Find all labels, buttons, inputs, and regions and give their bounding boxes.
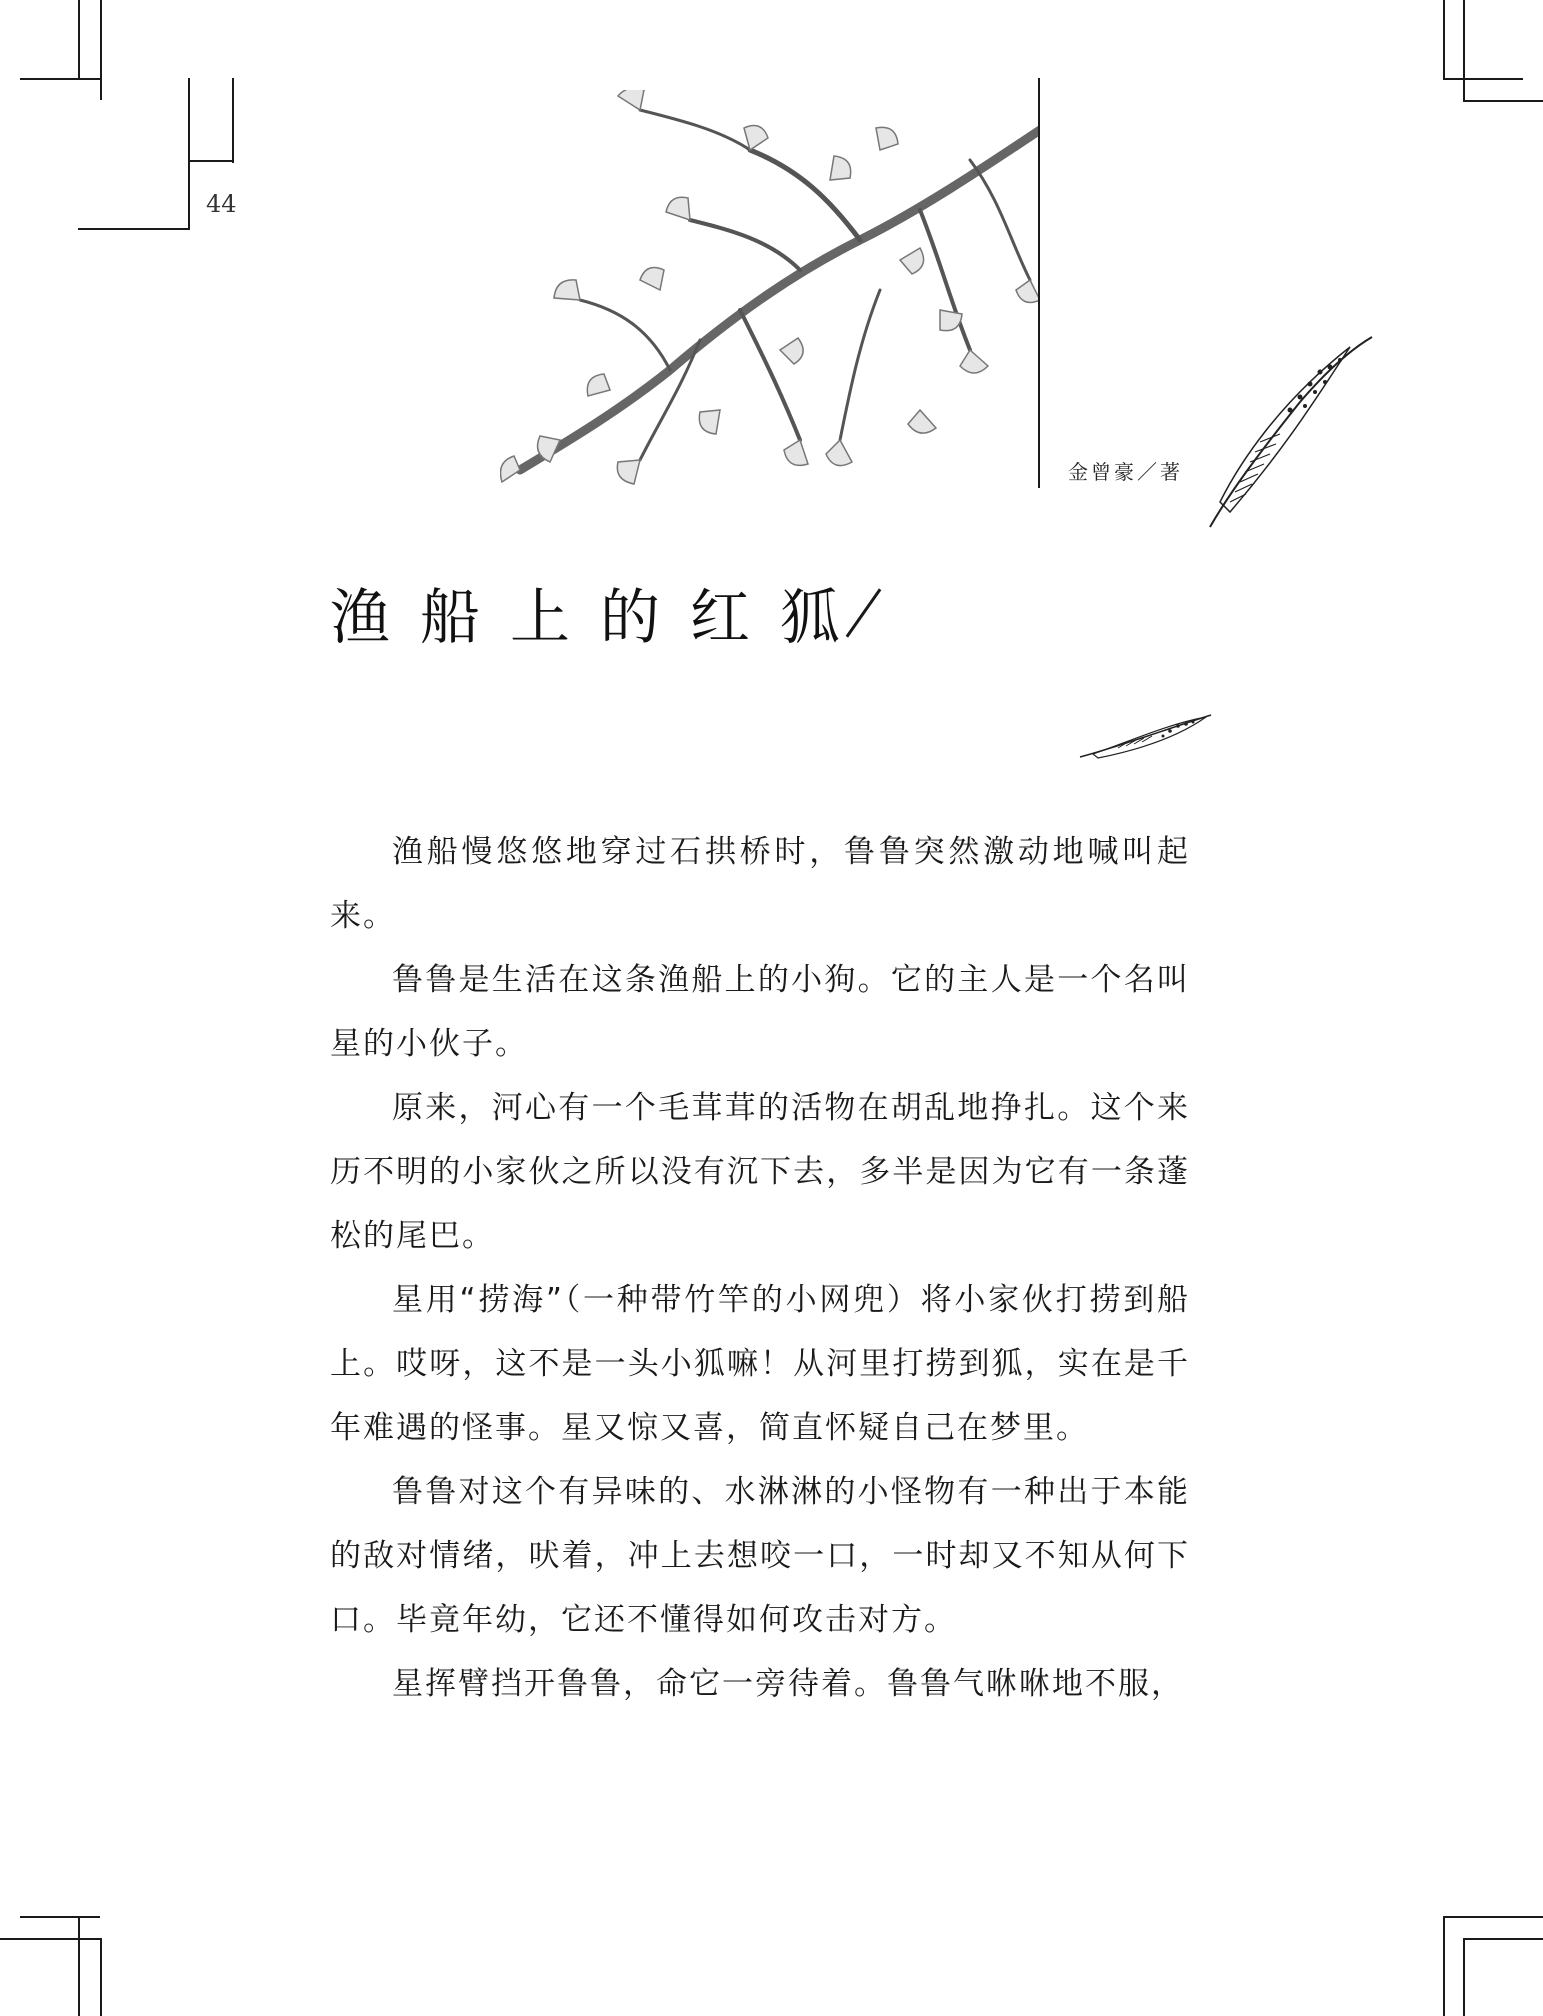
crop-mark <box>78 228 188 230</box>
crop-mark <box>78 0 80 78</box>
author-byline: 金曾豪／著 <box>1068 460 1183 484</box>
crop-mark <box>1463 1938 1465 2016</box>
crop-mark <box>1463 100 1543 102</box>
crop-mark <box>0 1938 100 1940</box>
crop-mark <box>1443 78 1523 80</box>
crop-mark <box>1443 1916 1543 1918</box>
article-title <box>330 570 870 656</box>
paragraph: 渔船慢悠悠地穿过石拱桥时，鲁鲁突然激动地喊叫起来。 <box>330 834 1190 934</box>
paragraph: 星挥臂挡开鲁鲁，命它一旁待着。鲁鲁气咻咻地不服， <box>392 1666 1184 1702</box>
ginkgo-branch-illustration <box>500 90 1040 510</box>
crop-mark <box>78 1916 80 2016</box>
crop-mark <box>20 78 100 80</box>
paragraph: 鲁鲁对这个有异味的、水淋淋的小怪物有一种出于本能的敌对情绪，吠着，冲上去想咬一口，一时却又不知从何下口。毕竟年幼，它还不懂得如何攻击对方。 <box>330 1474 1190 1638</box>
feather-small-icon <box>1078 712 1213 762</box>
article-title-text: 渔船上的红狐 <box>330 583 870 653</box>
paragraph: 星用“捞海”（一种带竹竿的小网兜）将小家伙打捞到船上。哎呀，这不是一头小狐嘛！从河里打捞到狐，实在是千年难遇的怪事。星又惊又喜，简直怀疑自己在梦里。 <box>330 1282 1190 1446</box>
crop-mark <box>1463 1938 1543 1940</box>
crop-mark <box>188 160 234 162</box>
crop-mark <box>1443 1916 1445 2016</box>
paragraph: 鲁鲁是生活在这条渔船上的小狗。它的主人是一个名叫星的小伙子。 <box>330 962 1190 1062</box>
crop-mark <box>1443 0 1445 78</box>
feather-icon <box>1200 332 1375 532</box>
crop-mark <box>100 1938 102 2016</box>
paragraph: 原来，河心有一个毛茸茸的活物在胡乱地挣扎。这个来历不明的小家伙之所以没有沉下去，多半是因为它有一条蓬松的尾巴。 <box>330 1090 1190 1254</box>
article-body <box>330 820 1190 1716</box>
crop-mark <box>188 78 190 230</box>
crop-mark <box>232 78 234 163</box>
header-rule <box>1038 78 1040 488</box>
page-number: 44 <box>206 190 237 218</box>
crop-mark <box>100 0 102 100</box>
crop-mark <box>1463 0 1465 100</box>
crop-mark <box>20 1916 100 1918</box>
